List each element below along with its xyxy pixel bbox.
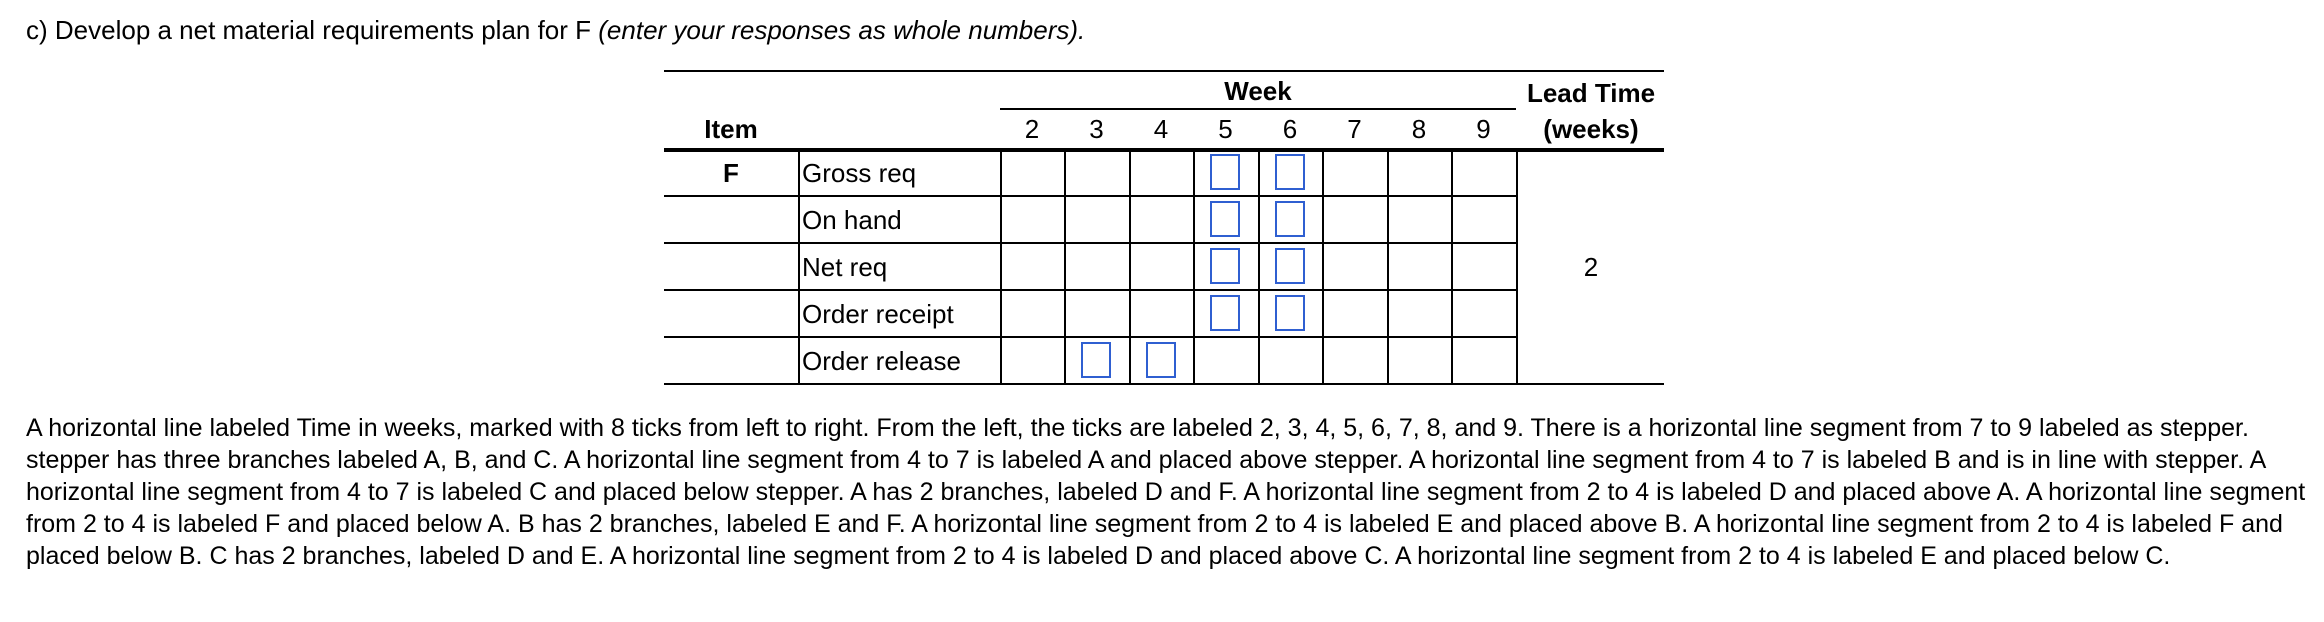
col-rule (1129, 150, 1131, 384)
row-label-on-hand: On hand (802, 205, 902, 235)
week-label: 9 (1476, 114, 1491, 144)
week-label: 3 (1089, 114, 1104, 144)
item-header: Item (704, 114, 758, 144)
row-label-gross-req: Gross req (802, 158, 917, 188)
table-bottom-rule (664, 383, 1664, 385)
row-label-net-req: Net req (802, 252, 888, 282)
week-label: 6 (1282, 114, 1298, 144)
week-underline (1000, 108, 1516, 110)
week-label: 2 (1024, 114, 1040, 144)
prompt-text: c) Develop a net material requirements plan for F (26, 15, 599, 45)
week-label: 5 (1218, 114, 1233, 144)
week-header: Week (1224, 76, 1292, 106)
row-label-order-release: Order release (802, 346, 961, 376)
col-rule (1387, 150, 1389, 384)
week-label: 4 (1153, 114, 1169, 144)
figure-description: A horizontal line labeled Time in weeks, marked with 8 ticks from left to right. From the left, the ticks are labeled 2, 3, 4, 5, 6, 7, 8, and 9. There is a horizontal line segment from 7 to 9 labeled as stepper. stepper has three branches labeled A, B, and C. A horizontal line segment from 4 to 7 is labeled A and placed above stepper. A horizontal line segment from 4 to 7 is labeled B and is in line with stepper. A horizontal line segment from 4 to 7 is labeled C and placed below stepper. A has 2 branches, labeled D and F. A horizontal line segment from 2 to 4 is labeled D and placed above A. A horizontal line segment from 2 to 4 is labeled F and placed below A. B has 2 branches, labeled E and F. A horizontal line segment from 2 to 4 is labeled E and placed above B. A horizontal line segment from 2 to 4 is labeled F and placed below B. C has 2 branches, labeled D and E. A horizontal line segment from 2 to 4 is labeled D and placed above C. A horizontal line segment from 2 to 4 is labeled E and placed below C. (26, 414, 2306, 570)
order-receipt-week-5-input[interactable] (1210, 295, 1240, 331)
week-label: 7 (1347, 114, 1362, 144)
header-rule (664, 148, 1664, 152)
on-hand-week-6-input[interactable] (1275, 201, 1305, 237)
lead-time-value: 2 (1583, 252, 1599, 282)
item-name: F (723, 158, 739, 188)
net-req-week-6-input[interactable] (1275, 248, 1305, 284)
week-label: 8 (1411, 114, 1427, 144)
order-release-week-4-input[interactable] (1146, 342, 1176, 378)
net-req-week-5-input[interactable] (1210, 248, 1240, 284)
prompt-instruction: (enter your responses as whole numbers). (598, 15, 1086, 45)
row-label-order-receipt: Order receipt (802, 299, 954, 329)
col-rule (1193, 150, 1195, 384)
mrp-table (664, 70, 1664, 390)
col-rule (798, 150, 800, 384)
lead-time-header: Lead Time (1526, 78, 1656, 108)
col-rule (1064, 150, 1066, 384)
order-release-week-3-input[interactable] (1081, 342, 1111, 378)
on-hand-week-5-input[interactable] (1210, 201, 1240, 237)
question-prompt (26, 14, 1085, 46)
lead-time-units: (weeks) (1543, 114, 1639, 144)
order-receipt-week-6-input[interactable] (1275, 295, 1305, 331)
col-rule (1258, 150, 1260, 384)
table-top-rule (664, 70, 1664, 72)
col-rule (1322, 150, 1324, 384)
gross-req-week-6-input[interactable] (1275, 154, 1305, 190)
gross-req-week-5-input[interactable] (1210, 154, 1240, 190)
col-rule (1000, 150, 1002, 384)
col-rule (1451, 150, 1453, 384)
